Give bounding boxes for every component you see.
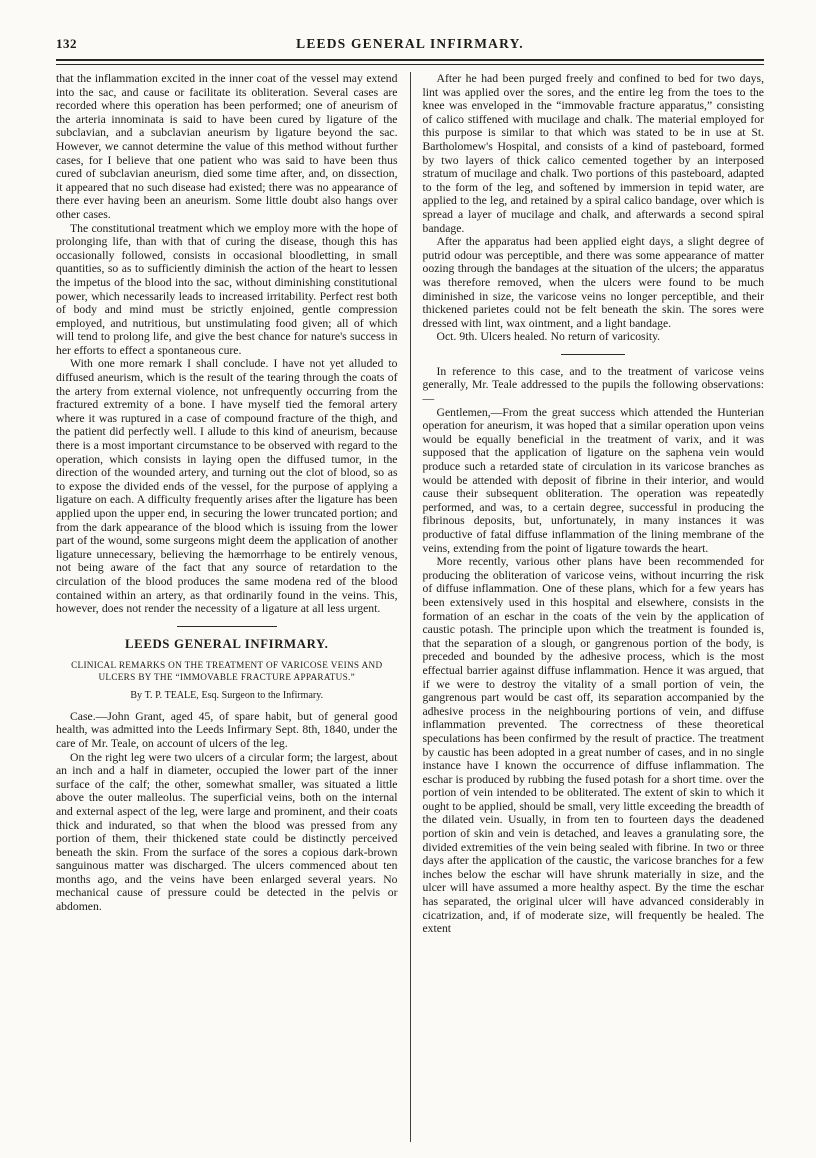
paragraph: With one more remark I shall conclude. I have not yet alluded to diffused aneurism, which is the result of the tearing through the coats of the artery from external violence, not unfrequently occurring from the fractured extremity of a bone. I have myself tied the femoral artery where it was ruptured in a case of compound fracture of the thigh, and the patient did perfectly well. I allude to this kind of aneurism, because there is a most important circumstance to be observed with regard to the operation, which consists in laying open the diffused tumor, in the direction of the wounded artery, and turning out the clot of blood, so as to expose the divided ends of the vessel, for the purpose of applying a ligature on each. A difficulty frequently arises after the ligature has been applied upon the upper end, in securing the lower truncated portion; and from the dark appearance of the blood which is issuing from the lower part of the wound, some surgeons might deem the application of another ligature unnecessary, believing the hæmorrhage to be entirely venous, not being aware of the fact that any source of retardation to the circulation of the blood produces the same modena red of the blood contained within an artery, as that ordinarily found in the veins. This, however, does not render the necessity of a ligature at all less urgent. [56,357,398,616]
paragraph: After the apparatus had been applied eight days, a slight degree of putrid odour was perceptible, and there was some appearance of matter oozing through the bandages at the situation of the ulcers; the apparatus was therefore removed, when the ulcers were found to be much diminished in size, the varicose veins no longer perceptible, and their thickened parietes could not be felt beneath the skin. The sores were dressed with lint, wax ointment, and a light bandage. [422,235,764,330]
paragraph: Oct. 9th. Ulcers healed. No return of varicosity. [436,330,661,344]
page-header [56,36,764,52]
article-title: LEEDS GENERAL INFIRMARY. [125,636,329,651]
right-column [411,72,765,1142]
running-title: LEEDS GENERAL INFIRMARY. [296,36,524,51]
left-column [56,72,410,1142]
page-number: 132 [56,36,77,51]
paragraph: Gentlemen,—From the great success which attended the Hunterian operation for aneurism, it was hoped that a similar operation upon veins would be equally beneficial in the treatment of varix, and it was supposed that the application of ligature on the saphena vein would produce such a retarded state of circulation in its varicose branches as would be attended with deposit of fibrine in their interior, and would cause their subsequent obliteration. The operation was repeatedly performed, and was, to a certain degree, successful in producing the fibrinous deposits, but, unfortunately, in many instances it was productive of fatal diffuse inflammation of the lining membrane of the veins, extending from the point of ligature towards the heart. [422,405,764,555]
paragraph: More recently, various other plans have been recommended for producing the obliteration of varicose veins, without incurring the risk of diffuse inflammation. One of these plans, which for a few years has been extensively used in this hospital and elsewhere, consists in the formation of an eschar in the coats of the vein by the application of caustic potash. The principle upon which the treatment is founded is, that the separation of a slough, or gangrenous portion of the body, is preceded and bounded by the adhesive process, which is the most effectual barrier against diffuse inflammation. Hence it was argued, that if we were to destroy the vitality of a small portion of vein, the gangrenous part would be cast off, its separation accompanied by the adhesive process in the neighbouring portions of vein, and diffuse inflammation prevented. The correctness of these theoretical speculations has been confirmed by the result of practice. The treatment by caustic has been adopted in a great number of cases, and in no single instance have I known the occurrence of diffuse inflammation. The eschar is produced by rubbing the fused potash for a short time. over the portion of vein intended to be obliterated. The extent of skin to which it ought to be applied, should be small, very little exceeding the breadth of the dilated vein. Usually, in from ten to fourteen days the deadened portion of skin and vein is detached, and leaves a granulating sore, the divided extremities of the vein being sealed with fibrine. In two or three days after the application of the caustic, the varicose branches for a few inches below the eschar will have shrunk materially in size, and the ulcer will have assumed a more healthy aspect. By the time the eschar has separated, the original ulcer will have advanced considerably in cicatrization, and, if of moderate size, will frequently be healed. The extent [422,555,764,936]
paragraph: In reference to this case, and to the treatment of varicose veins generally, Mr. Teale addressed to the pupils the following observations:— [422,364,764,406]
paragraph: On the right leg were two ulcers of a circular form; the largest, about an inch and a half in diameter, occupied the lower part of the inner surface of the calf; the other, somewhat smaller, was situated a little above the outer malleolus. The superficial veins, both on the internal and external aspect of the leg, were large and prominent, and their coats thick and indurated, so that when the blood was pressed from any portion of them, their thickened state could be distinctly perceived beneath the skin. From the surface of the sores a copious dark-brown sanguinous matter was discharged. The ulcers commenced about ten months ago, and the veins have been enlarged several years. No mechanical cause of pressure could be detected in the pelvis or abdomen. [56,750,398,914]
header-double-rule [56,59,764,65]
paragraph: After he had been purged freely and confined to bed for two days, lint was applied over the sores, and the entire leg from the toes to the knee was enveloped in the “immovable fracture apparatus,” consisting of calico stiffened with mucilage and chalk. The material employed for this purpose is similar to that which was stated to be in use at St. Bartholomew's Hospital, and consists of a kind of pasteboard, formed by two layers of thick calico cemented together by an interposed stratum of mucilage and chalk. Two portions of this pasteboard, adapted to the form of the leg, and softened by immersion in tepid water, are applied to the leg, and retained by a spiral calico bandage, over which is spread a layer of mucilage and chalk, and afterwards a second spiral bandage. [422,72,764,235]
text-columns [56,72,764,1142]
paragraph: Case.—John Grant, aged 45, of spare habit, but of general good health, was admitted into the Leeds Infirmary Sept. 8th, 1840, under the care of Mr. Teale, on account of ulcers of the leg. [56,709,398,750]
section-separator-rule [561,354,625,355]
paragraph: The constitutional treatment which we employ more with the hope of prolonging life, than with that of curing the disease, though this has occasionally followed, consists in occasional bloodletting, in small quantities, so as to sufficiently diminish the action of the heart to lessen the impetus of the blood into the sac, without diminishing constitutional power, which necessarily leads to increased irritability. Perfect rest both of body and mind must be strictly enjoined, gentle compression employed, and nutritious, but unstimulating food given; all of which will tend to prolong life, and give the best chance for nature's success in her efforts to effect a spontaneous cure. [56,221,398,357]
article-subtitle: CLINICAL REMARKS ON THE TREATMENT OF VARICOSE VEINS AND ULCERS BY THE “IMMOVABLE FRACTURE APPARATUS.” [71,659,383,682]
section-separator-rule [177,626,277,627]
article-byline: By T. P. TEALE, Esq. Surgeon to the Infirmary. [130,689,324,701]
paragraph: that the inflammation excited in the inner coat of the vessel may extend into the sac, and cause or facilitate its obliteration. Several cases are recorded where this operation has been performed; one of aneurism of the arteria innominata is said to have been cured by ligature of the subclavian, and a subclavian aneurism by ligature beyond the sac. However, we cannot determine the value of this method without further cases, for I believe that one patient who was said to have been thus cured of subclavian aneurism, died some time after, and, on dissection, it appeared that no such disease had existed; there was no appearance of there ever having been an aneurism. Some little doubt also hangs over other cases. [56,72,398,221]
